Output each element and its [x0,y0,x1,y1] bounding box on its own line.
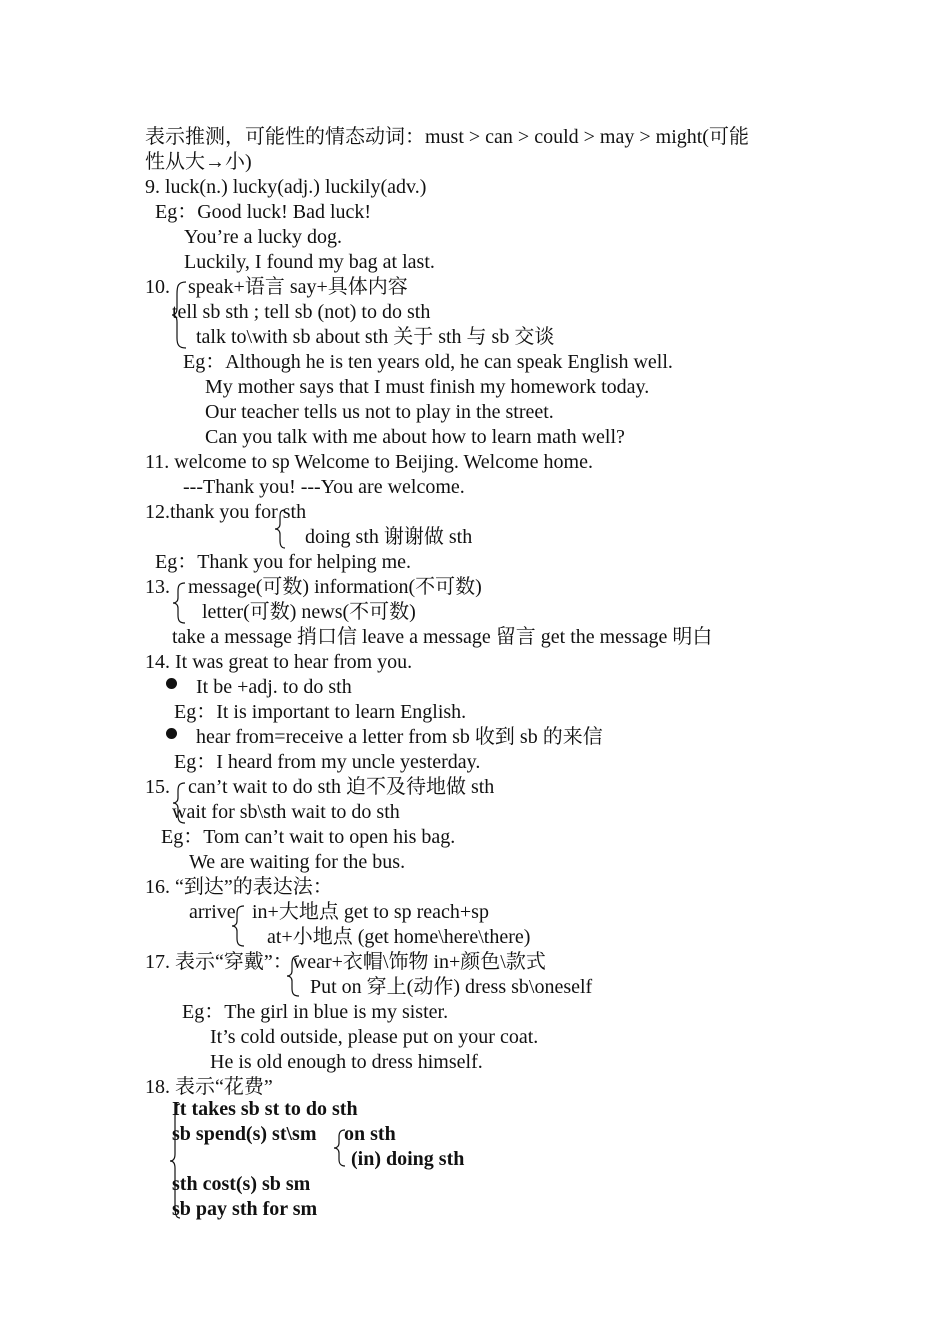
section-18-spend: sb spend(s) st\sm [172,1123,317,1145]
bullet-dot [166,678,177,689]
section-13-phrases: take a message 捎口信 leave a message 留言 get the message 明白 [172,626,713,648]
section-17-example-2: It’s cold outside, please put on your coat. [210,1026,539,1048]
section-11-title: 11. welcome to sp Welcome to Beijing. Welcome home. [145,451,593,473]
section-18-pay: sb pay sth for sm [172,1198,318,1220]
section-9-example-2: You’re a lucky dog. [184,226,342,248]
section-10-example-2: My mother says that I must finish my homework today. [205,376,650,398]
section-16-in-big-place: in+大地点 get to sp reach+sp [252,901,489,923]
section-15-example-2: We are waiting for the bus. [189,851,406,873]
section-17-example-3: He is old enough to dress himself. [210,1051,483,1073]
bullet-dot [166,728,177,739]
section-9-example-1: Eg：Good luck! Bad luck! [155,201,372,223]
section-9-title: 9. luck(n.) lucky(adj.) luckily(adv.) [145,176,427,198]
section-12-title: 12.thank you for sth [145,501,307,523]
modal-verbs-line-1: 表示推测，可能性的情态动词：must > can > could > may > might(可能 [145,126,749,148]
section-15-number: 15. [145,776,170,798]
section-18-cost: sth cost(s) sb sm [172,1173,311,1195]
section-10-example-4: Can you talk with me about how to learn math well? [205,426,625,448]
section-17-example-1: Eg：The girl in blue is my sister. [182,1001,449,1023]
section-9-example-3: Luckily, I found my bag at last. [184,251,435,273]
section-18-spend-on: on sth [344,1123,396,1145]
section-10-talk: talk to\with sb about sth 关于 sth 与 sb 交谈 [196,326,555,348]
section-15-example-1: Eg：Tom can’t wait to open his bag. [161,826,456,848]
section-18-takes: It takes sb st to do sth [172,1098,358,1120]
section-10-speak-say: speak+语言 say+具体内容 [188,276,408,298]
section-16-arrive: arrive [189,901,236,923]
section-10-tell: tell sb sth ; tell sb (not) to do sth [172,301,431,323]
section-11-example: ---Thank you! ---You are welcome. [183,476,465,498]
section-13-number: 13. [145,576,170,598]
section-10-example-1: Eg：Although he is ten years old, he can speak English well. [183,351,673,373]
section-16-brace [231,904,249,948]
section-12-example: Eg：Thank you for helping me. [155,551,412,573]
section-14-point-1: It be +adj. to do sth [196,676,352,698]
section-12-doing: doing sth 谢谢做 sth [305,526,473,548]
section-14-point-2: hear from=receive a letter from sb 收到 sb 的来信 [196,726,603,748]
section-18-spend-doing: (in) doing sth [351,1148,465,1170]
section-15-wait-for: wait for sb\sth wait to do sth [172,801,400,823]
section-16-at-small-place: at+小地点 (get home\here\there) [267,926,531,948]
section-10-example-3: Our teacher tells us not to play in the street. [205,401,554,423]
section-17-brace [286,954,304,998]
section-10-number: 10. [145,276,170,298]
section-14-title: 14. It was great to hear from you. [145,651,413,673]
section-12-brace [274,508,290,550]
section-14-example-1: Eg：It is important to learn English. [174,701,467,723]
section-17-put-on: Put on 穿上(动作) dress sb\oneself [310,976,593,998]
modal-verbs-line-2: 性从大→小) [145,151,252,173]
section-13-message: message(可数) information(不可数) [188,576,482,598]
section-17-title: 17. 表示“穿戴”：wear+衣帽\饰物 in+颜色\款式 [145,951,546,973]
section-15-cant-wait: can’t wait to do sth 迫不及待地做 sth [188,776,495,798]
section-16-title: 16. “到达”的表达法： [145,876,333,898]
section-18-title: 18. 表示“花费” [145,1076,273,1098]
section-14-example-2: Eg：I heard from my uncle yesterday. [174,751,481,773]
section-13-letter: letter(可数) news(不可数) [202,601,416,623]
